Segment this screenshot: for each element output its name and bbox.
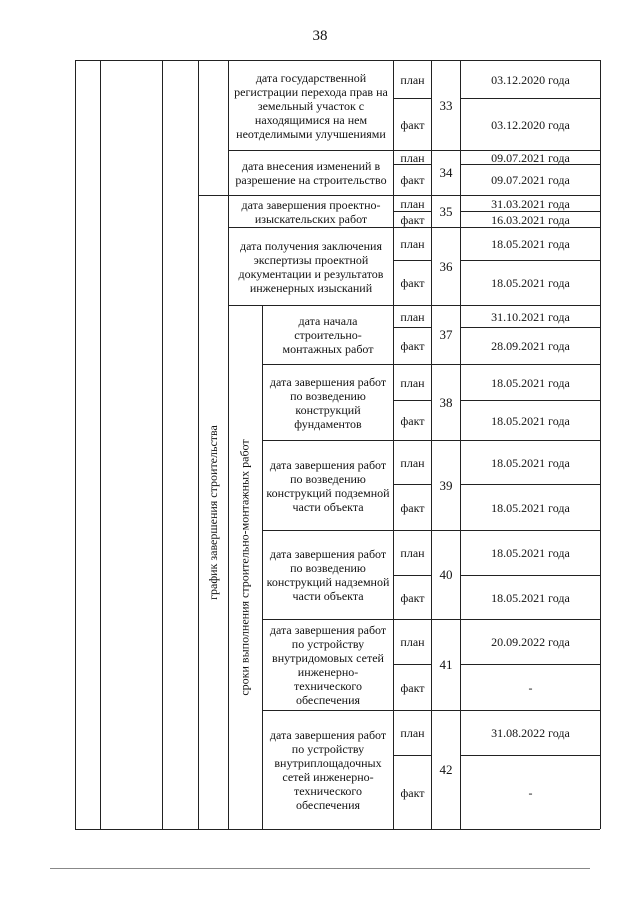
- row-number: 36: [439, 258, 453, 274]
- fact-date: 03.12.2020 года: [491, 117, 570, 132]
- fact-date: -: [528, 785, 533, 800]
- fact-date: 28.09.2021 года: [491, 339, 570, 353]
- fact-label: факт: [400, 173, 425, 187]
- row-name: дата завершения работ по устройству внутридомовых сетей инженерно-технического обеспечения: [269, 623, 387, 707]
- row-number: 34: [439, 165, 453, 180]
- fact-date: -: [528, 680, 533, 695]
- row-name: дата начала строительно-монтажных работ: [282, 314, 374, 356]
- plan-label: план: [400, 726, 425, 740]
- fact-date: 18.05.2021 года: [491, 413, 570, 428]
- row-name: дата внесения изменений в разрешение на строительство: [235, 159, 387, 187]
- row-number: 35: [439, 203, 453, 219]
- plan-date: 31.03.2021 года: [491, 196, 570, 211]
- fact-label: факт: [400, 339, 425, 353]
- plan-date: 09.07.2021 года: [491, 150, 570, 165]
- plan-date: 20.09.2022 года: [491, 635, 570, 649]
- plan-label: план: [400, 546, 425, 560]
- plan-label: план: [400, 375, 425, 390]
- row-number: 37: [439, 327, 453, 342]
- fact-label: факт: [400, 117, 425, 132]
- construction-terms-vertical-label: сроки выполнения строительно-монтажных работ: [237, 438, 252, 696]
- plan-date: 18.05.2021 года: [491, 546, 570, 560]
- row-name: дата завершения работ по возведению конструкций подземной части объекта: [266, 457, 390, 514]
- fact-label: факт: [400, 680, 425, 695]
- plan-date: 18.05.2021 года: [491, 455, 570, 470]
- row-name: дата получения заключения экспертизы проектной документации и результатов инженерных изысканий: [238, 238, 384, 295]
- plan-label: план: [400, 237, 425, 251]
- schedule-vertical-label: график завершения строительства: [205, 424, 220, 600]
- row-number: 42: [439, 762, 453, 777]
- page-number: 38: [312, 28, 328, 44]
- row-name: дата завершения проектно-изыскательских работ: [241, 197, 381, 226]
- plan-label: план: [400, 150, 425, 165]
- plan-label: план: [400, 196, 425, 211]
- fact-label: факт: [400, 276, 425, 290]
- row-number: 40: [439, 567, 453, 582]
- fact-date: 16.03.2021 года: [491, 212, 570, 227]
- fact-label: факт: [400, 785, 425, 800]
- fact-label: факт: [400, 590, 425, 605]
- table-border: [75, 829, 600, 830]
- plan-date: 18.05.2021 года: [491, 237, 570, 251]
- plan-label: план: [400, 635, 425, 649]
- footer-rule: [50, 868, 590, 869]
- row-name: дата завершения работ по устройству внутриплощадочных сетей инженерно-технического обеспечения: [269, 728, 387, 812]
- plan-label: план: [400, 455, 425, 470]
- row-name: дата завершения работ по возведению конструкций надземной части объекта: [266, 547, 390, 603]
- column-divider: [100, 60, 101, 829]
- fact-date: 18.05.2021 года: [491, 590, 570, 605]
- plan-date: 31.10.2021 года: [491, 309, 570, 324]
- row-number: 41: [439, 657, 453, 672]
- row-name: дата завершения работ по возведению конструкций фундаментов: [269, 374, 387, 431]
- table-border: [75, 60, 76, 829]
- row-number: 33: [439, 97, 453, 113]
- plan-date: 31.08.2022 года: [491, 726, 570, 740]
- column-divider: [162, 60, 163, 829]
- plan-date: 03.12.2020 года: [491, 72, 570, 87]
- fact-label: факт: [400, 212, 425, 227]
- fact-label: факт: [400, 500, 425, 515]
- fact-date: 18.05.2021 года: [491, 276, 570, 290]
- plan-date: 18.05.2021 года: [491, 375, 570, 390]
- row-number: 38: [439, 394, 453, 410]
- plan-label: план: [400, 72, 425, 87]
- plan-label: план: [400, 309, 425, 324]
- table-border: [600, 60, 601, 829]
- fact-date: 09.07.2021 года: [491, 173, 570, 187]
- fact-date: 18.05.2021 года: [491, 500, 570, 515]
- row-name: дата государственной регистрации перехода прав на земельный участок с находящимися на нем неотделимыми улучшениями: [234, 70, 388, 141]
- row-number: 39: [439, 477, 453, 493]
- fact-label: факт: [400, 413, 425, 428]
